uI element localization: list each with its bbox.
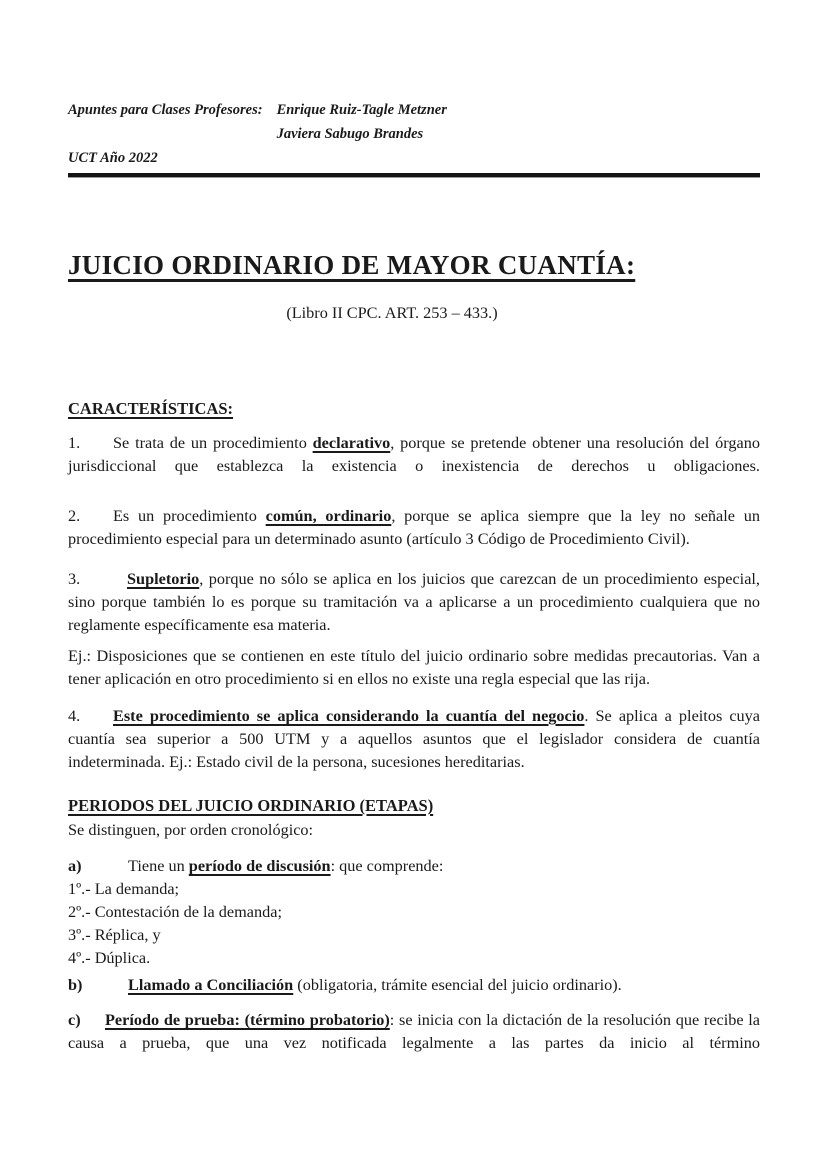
document-title [68,248,760,282]
header-professor-1: Enrique Ruiz-Tagle Metzner [276,102,447,118]
header-label: Apuntes para Clases Profesores: [68,102,263,118]
item-number-2: 2. [68,507,81,525]
document-subtitle: (Libro II CPC. ART. 253 – 433.) [286,304,498,322]
list-item-contestacion: 2º.- Contestación de la demanda; [68,903,282,921]
stage-b-letter: b) [68,976,83,994]
periodos-intro: Se distinguen, por orden cronológico: [68,821,314,839]
paragraph-item-1 [68,432,760,478]
item-number-3: 3. [68,570,81,588]
item-number-1: 1. [68,434,81,452]
header-professors [277,98,447,146]
paragraph-item-2-text: Es un procedimiento común, ordinario, porque se aplica siempre que la ley no señale un procedimiento especial para un determinado asunto (artículo 3 Código de Procedimiento Civil). [68,507,761,548]
document-header [68,98,760,170]
discussion-steps-list [68,878,760,970]
paragraph-example-text: Ej.: Disposiciones que se contienen en este título del juicio ordinario sobre medidas precautorias. Van a tener aplicación en otro procedimiento si en ellos no existe una regla especial que las rija. [68,647,760,688]
stage-a-letter: a) [68,857,82,875]
section-heading-periodos [68,794,760,817]
section-heading-caracteristicas [68,397,760,420]
header-rule-divider [68,173,760,177]
paragraph-item-1-text: Se trata de un procedimiento declarativo, porque se pretende obtener una resolución del órgano jurisdiccional que establezca la existencia o inexistencia de derechos u obligaciones. [68,434,760,475]
stage-c-line [68,1009,760,1055]
paragraph-item-3-text: Supletorio, porque no sólo se aplica en los juicios que carezcan de un procedimiento especial, sino porque también lo es porque su tramitación va a aplicarse a un procedimiento cualquiera que no reglamente específicamente esa materia. [68,570,760,634]
header-row [68,98,760,146]
stage-b-text: Llamado a Conciliación (obligatoria, trámite esencial del juicio ordinario). [128,976,622,994]
section-heading-caracteristicas-text: CARACTERÍSTICAS: [68,399,234,418]
stage-c-letter: c) [68,1011,81,1029]
item-number-4: 4. [68,707,81,725]
list-item-replica: 3º.- Réplica, y [68,926,161,944]
paragraph-item-2 [68,505,760,551]
paragraph-item-4 [68,705,760,774]
stage-a-text: Tiene un período de discusión: que comprende: [128,857,444,875]
list-item-duplica: 4º.- Dúplica. [68,949,151,967]
header-professor-2: Javiera Sabugo Brandes [276,126,424,142]
paragraph-item-4-text: Este procedimiento se aplica considerando la cuantía del negocio. Se aplica a pleitos cuya cuantía sea superior a 500 UTM y a aquellos asuntos que el legislador considera de cuantía indeterminada. Ej.: Estado civil de la persona, sucesiones hereditarias. [68,707,760,771]
stage-c-text: Período de prueba: (término probatorio): se inicia con la dictación de la resolución que recibe la causa a prueba, que una vez notificada legalmente a las partes da inicio al término [68,1011,760,1052]
list-item-demanda: 1º.- La demanda; [68,880,180,898]
header-institution-year: UCT Año 2022 [68,150,158,166]
stage-b-line [68,974,760,997]
stage-a-line [68,855,760,878]
document-title-text: JUICIO ORDINARIO DE MAYOR CUANTÍA: [68,250,636,280]
paragraph-example [68,645,760,691]
section-heading-periodos-text: PERIODOS DEL JUICIO ORDINARIO (ETAPAS) [68,796,434,815]
paragraph-item-3 [68,568,760,637]
